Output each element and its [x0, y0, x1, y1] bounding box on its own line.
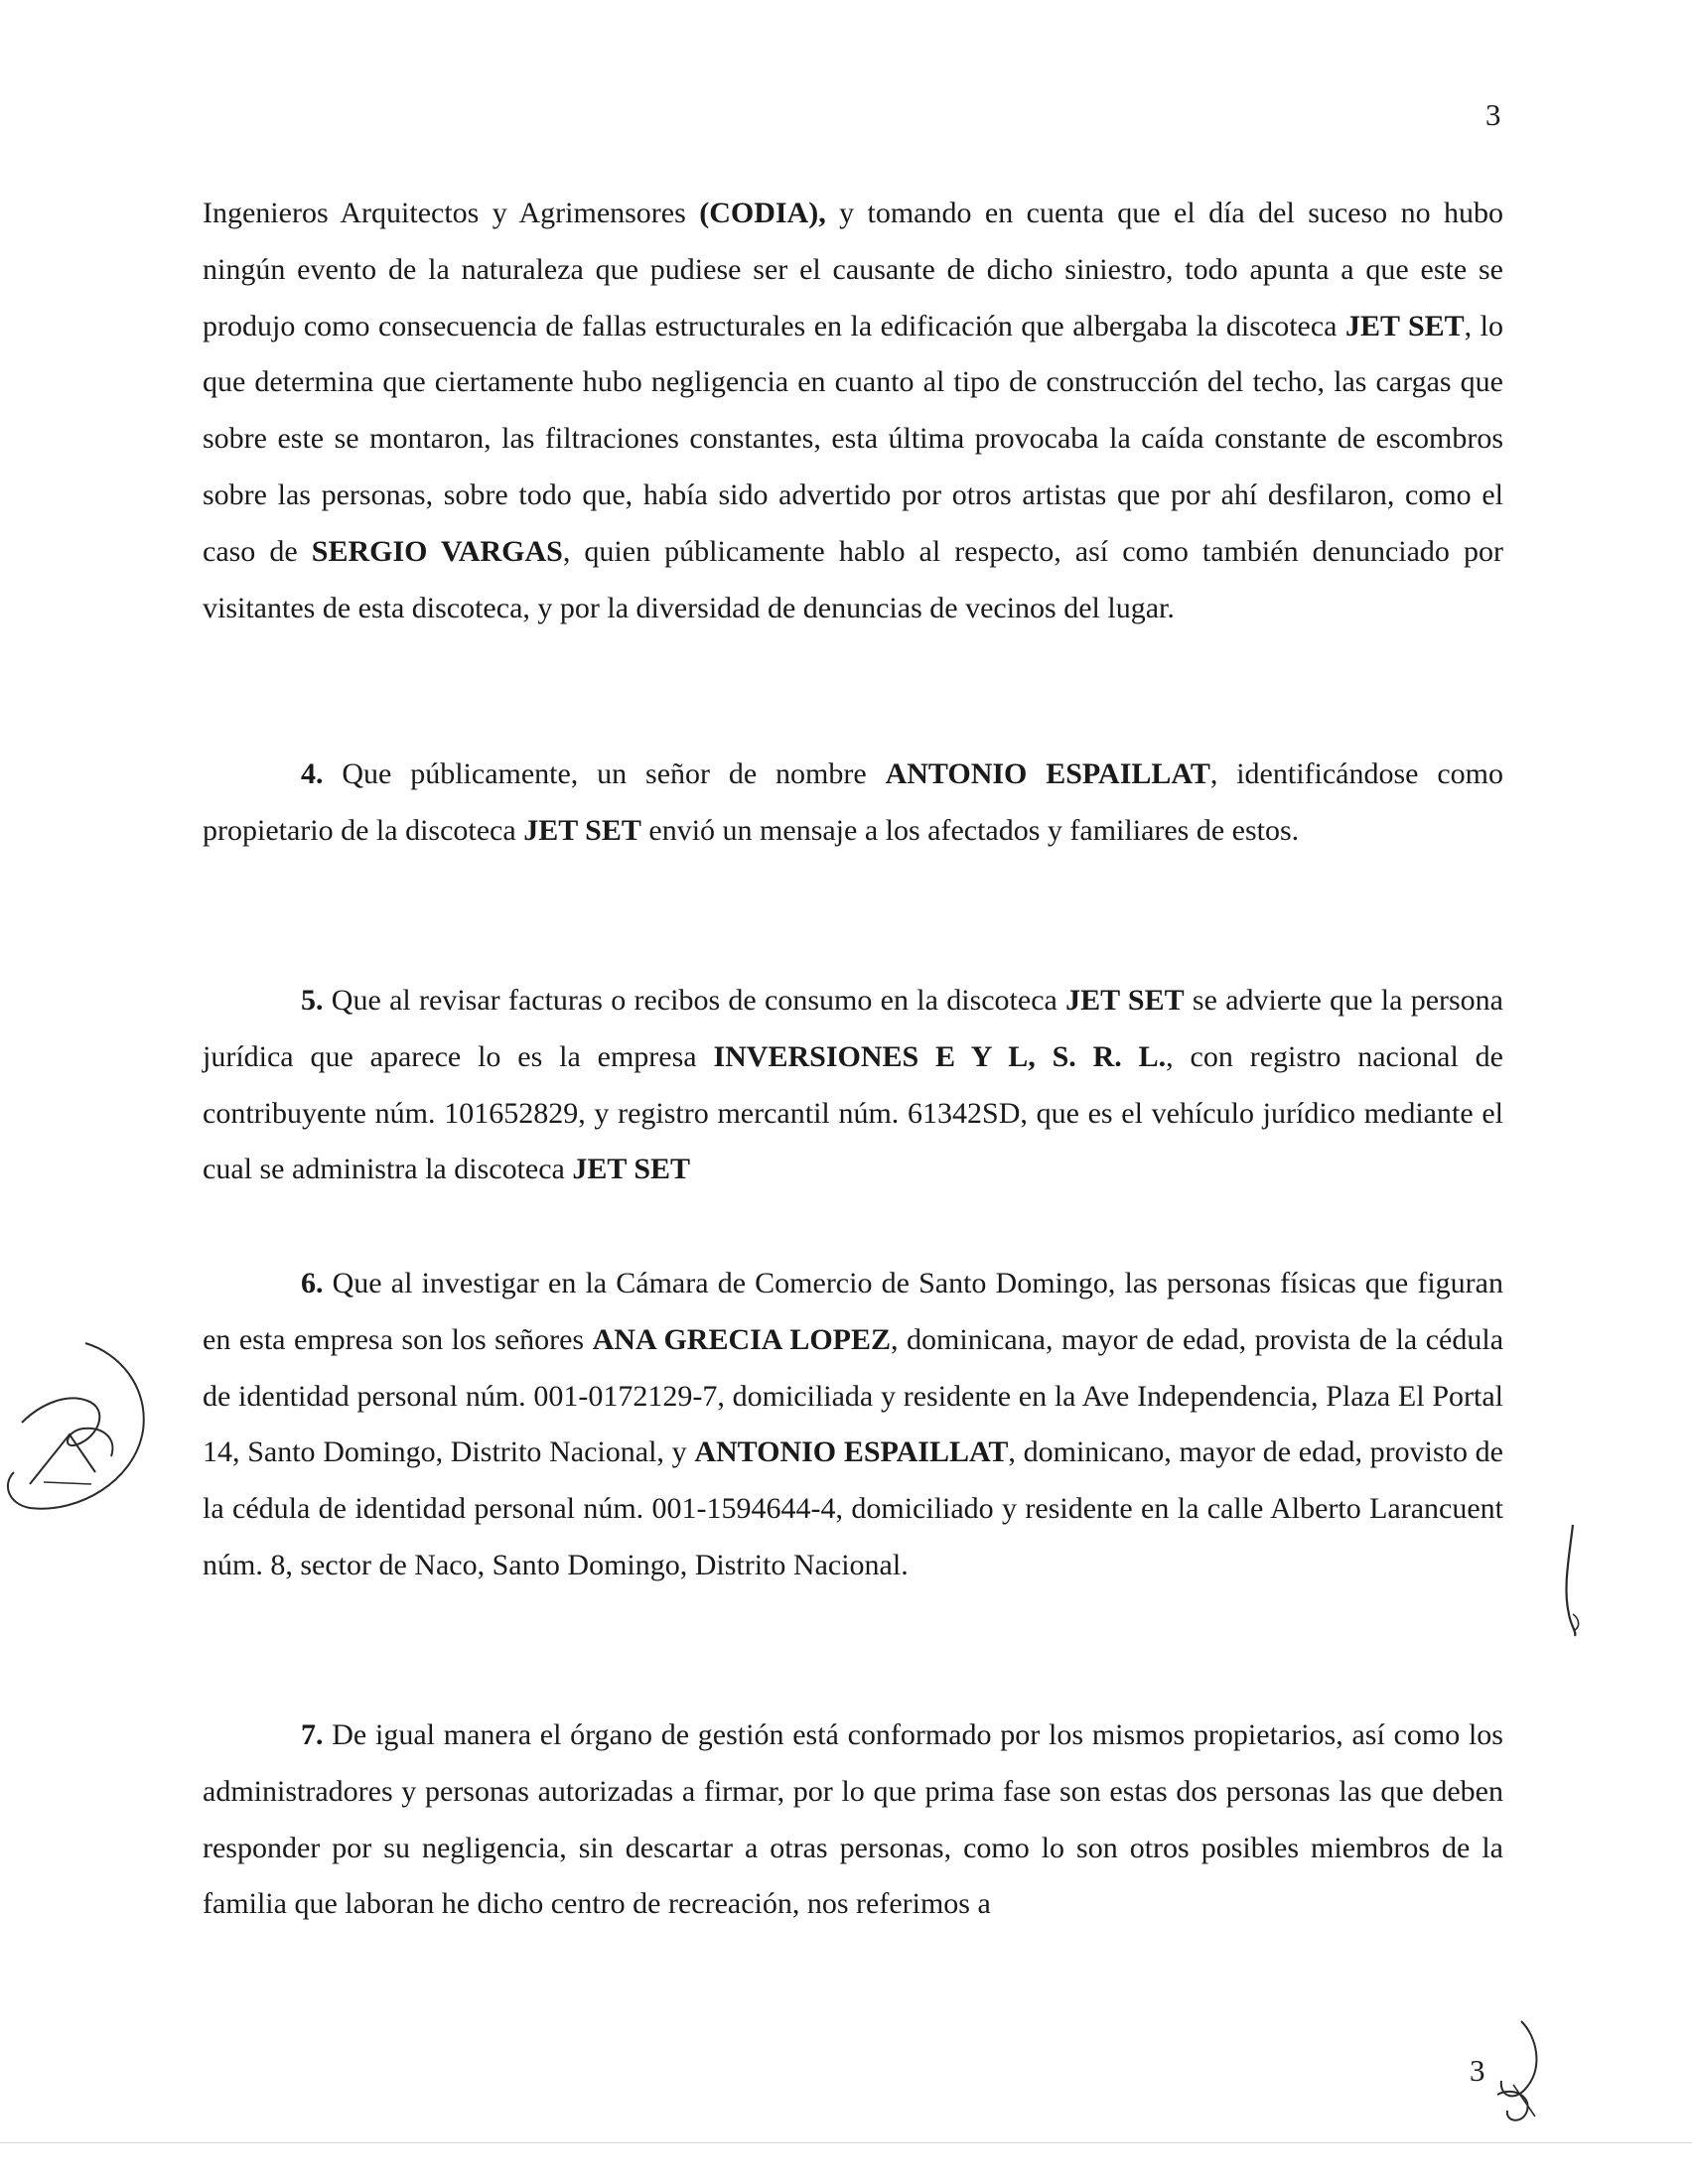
- bold-term: JET SET: [1344, 309, 1465, 342]
- paragraph-7: [203, 1707, 1503, 1933]
- paragraph-number: 4.: [301, 757, 324, 790]
- handwritten-initials-mark: [0, 1335, 159, 1524]
- bold-term: ANTONIO ESPAILLAT: [885, 757, 1210, 790]
- bold-term: ANA GRECIA LOPEZ: [592, 1322, 892, 1356]
- paragraph-4: [203, 747, 1503, 860]
- paragraph-continuation: [203, 186, 1503, 636]
- paragraph-5: [203, 973, 1503, 1198]
- paragraph-6: [203, 1256, 1503, 1594]
- paragraph-number: 5.: [301, 984, 324, 1017]
- text-segment: y tomando en cuenta que el día del suceso no hubo ningún evento de la naturaleza que pudiese ser el causante de dicho siniestro, todo apunta a que este se produjo como consecuencia de fallas estructurales en la edificación que albergaba la discoteca: [203, 197, 1503, 342]
- handwritten-initials-bottom: [1487, 2015, 1557, 2134]
- text-segment: , con registro nacional de contribuyente núm. 101652829, y registro mercantil núm. 61342SD, que es el vehículo jurídico mediante el cual se administra la discoteca: [203, 1039, 1503, 1186]
- text-segment: envió un mensaje a los afectados y familiares de estos.: [640, 813, 1300, 847]
- text-segment: , lo que determina que ciertamente hubo negligencia en cuanto al tipo de construcción del techo, las cargas que sobre este se montaron, las filtraciones constantes, esta última provocaba la caída constante de escombros sobre las personas, sobre todo que, había sido advertido por otros artistas que por ahí desfilaron, como el caso de: [203, 309, 1503, 568]
- bold-term: JET SET: [1065, 984, 1185, 1017]
- text-segment: , identificándose como propietario de la discoteca: [203, 757, 1503, 847]
- bold-term: (CODIA),: [699, 197, 826, 229]
- text-segment: Ingenieros Arquitectos y Agrimensores: [203, 197, 700, 229]
- bold-term: JET SET: [572, 1153, 691, 1186]
- paragraph-number: 6.: [301, 1267, 324, 1299]
- text-segment: De igual manera el órgano de gestión está conformado por los mismos propietarios, así como los administradores y personas autorizadas a firmar, por lo que prima fase son estas dos personas las que deben responder por su negligencia, sin descartar a otras personas, como lo son otros posibles miembros de la familia que laboran he dicho centro de recreación, nos referimos a: [203, 1718, 1503, 1921]
- bold-term: SERGIO VARGAS: [311, 534, 563, 568]
- text-segment: Que públicamente, un señor de nombre: [323, 757, 886, 790]
- page-number-top: 3: [1485, 97, 1501, 132]
- scan-edge-line: [0, 2142, 1692, 2143]
- handwritten-margin-stroke: [1555, 1519, 1591, 1638]
- text-segment: Que al investigar en la Cámara de Comercio de Santo Domingo, las personas físicas que figuran en esta empresa son los señores: [203, 1267, 1503, 1356]
- page-number-bottom: 3: [1470, 2053, 1485, 2088]
- bold-term: INVERSIONES E Y L, S. R. L.: [713, 1039, 1167, 1073]
- text-segment: , dominicano, mayor de edad, provisto de la cédula de identidad personal núm. 001-1594644-4, domiciliado y residente en la calle Alberto Larancuent núm. 8, sector de Naco, Santo Domingo, Distrito Nacional.: [203, 1435, 1503, 1581]
- paragraph-number: 7.: [301, 1718, 324, 1751]
- text-segment: se advierte que la persona jurídica que aparece lo es la empresa: [203, 984, 1503, 1073]
- text-segment: Que al revisar facturas o recibos de consumo en la discoteca: [323, 984, 1066, 1017]
- bold-term: ANTONIO ESPAILLAT: [694, 1435, 1009, 1469]
- bold-term: JET SET: [523, 813, 641, 847]
- text-segment: , dominicana, mayor de edad, provista de la cédula de identidad personal núm. 001-0172129-7, domiciliada y residente en la Ave Independencia, Plaza El Portal 14, Santo Domingo, Distrito Nacional, y: [203, 1322, 1504, 1469]
- text-segment: , quien públicamente hablo al respecto, así como también denunciado por visitantes de esta discoteca, y por la diversidad de denuncias de vecinos del lugar.: [203, 534, 1503, 624]
